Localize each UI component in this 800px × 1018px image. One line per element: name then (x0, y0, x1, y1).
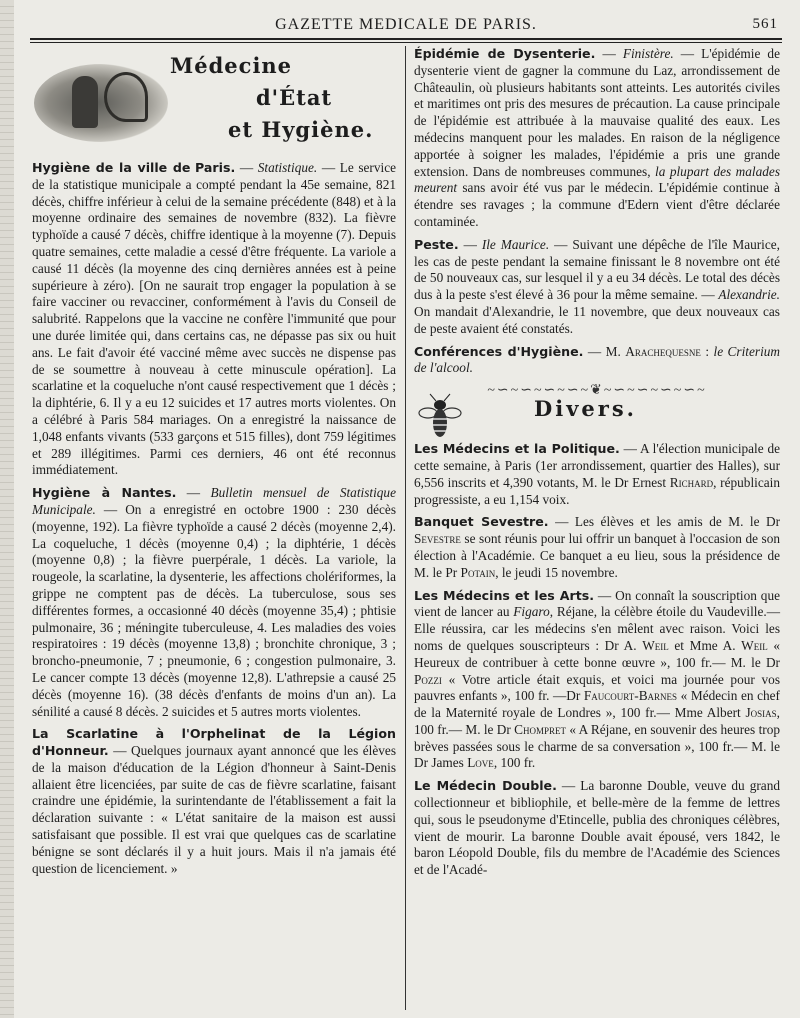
page-header (30, 14, 782, 36)
article-banquet-sevestre: Banquet Sevestre. — Les élèves et les amis de M. le Dr Sevestre se sont réunis pour lui offrir un banquet à l'occasion de son élection à l'Académie. Ce banquet a eu lieu, sous la présidence de M. le Pr Potain, le jeudi 15 novembre. (414, 514, 781, 580)
article-heading: Épidémie de Dysenterie. (414, 46, 596, 61)
article-heading: Le Médecin Double. (414, 778, 557, 794)
article-heading: Hygiène à Nantes. (32, 485, 177, 501)
page-number: 561 (752, 16, 778, 32)
page-binding-edge (0, 0, 14, 1018)
right-column (414, 46, 780, 879)
article-body: — Quelques journaux ayant annoncé que les élèves de la maison d'éducation de la Légion d'honneur à Saint-Denis allaient être licenciées, par suite de cas de fièvre scarlatine, faisant craindre une épidémie, la surintendante de l'établissement a fait la déclaration suivante : « L'état sanitaire de la maison est aussi satisfaisant que possible. Il est vrai que quelques cas de scarlatine bénigne se sont déclarés il y a huit jours. Mais il n'a jamais été question de licenciement. » (32, 743, 396, 876)
banner-title-line1: Médecine (170, 53, 293, 78)
article-heading: La Scarlatine à l'Orphelinat de la Légion d'Honneur. (32, 726, 396, 759)
article-scarlatine (32, 726, 396, 877)
article-medecins-arts: Les Médecins et les Arts. — On connaît la souscription que vient de lancer au Figaro, Réjane, la célèbre étoile du Vaudeville.— Elle réussira, car les médecins s'en mêlent avec raison. Voici les noms de quelques souscripteurs : Dr A. Weil et Mme A. Weil « Heureux de contribuer à cette bonne œuvre », 100 fr.— M. le Dr Pozzi « Votre article était exquis, et voici ma journée pour vos pauvres enfants », 100 fr. —Dr Faucourt-Barnes « Médecin en chef de la Maternité royale de Londres », 100 fr.— Mme Albert Josias, 100 fr.— M. le Dr Chompret « A Réjane, en souvenir des heures trop brèves passées sous le charme de sa conversation », 100 fr.— M. le Dr James Love, 100 fr. (414, 587, 781, 771)
banner-title-line3: et Hygiène. (228, 117, 374, 142)
article-conferences: Conférences d'Hygiène. — M. Arachequesne : le Criterium de l'alcool. (414, 343, 781, 376)
vignette-illustration-icon (34, 64, 168, 142)
journal-title: GAZETTE MEDICALE DE PARIS. (275, 16, 537, 33)
article-medecins-politique: Les Médecins et la Politique. — A l'élection municipale de cette semaine, à Paris (1er arrondissement, quartier des Halles), sur 6,556 inscrits et 4,390 votants, M. le Dr Ernest Richard, républicain progressiste, a eu 1,154 voix. (414, 441, 780, 507)
article-heading: Conférences d'Hygiène. (414, 343, 584, 359)
article-heading: Peste. (414, 236, 459, 252)
header-rule-thick (30, 38, 782, 40)
divers-banner (414, 381, 780, 441)
article-hygiene-nantes: Hygiène à Nantes. — Bulletin mensuel de Statistique Municipale. — On a enregistré en octobre 1900 : 230 décès (moyenne, 192). La fièvre typhoïde a causé 2 décès (moyenne 2,4). La coqueluche, 1 décès (moyenne 0,4) ; la diphtérie, 1 décès (moyenne 0,8) ; la fièvre puerpérale, 1 décès. La variole, la rougeole, la scarlatine, la dysenterie, les affections cholériformes, la grippe ne comptent pas de décès. La tuberculose, sous ses différentes formes, a occasionné 40 décès (moyenne 35,4) ; phtisie pulmonaire, 36 ; méningite tuberculeuse, 4. Les maladies des voies respiratoires : 19 décès (moyenne 13,8) ; bronchite chronique, 3 ; broncho-pneumonie, 7 ; pneumonie, 6 ; congestion pulmonaire, 3. Le cancer compte 13 décès (moyenne 12,8). L'athrepsie a causé 25 décès (moyenne 16). (38 décès d'enfants de moins d'un an). La sénilité a causé 8 décès. 2 suicides et 5 autres morts violentes. (32, 485, 396, 719)
article-body: — On a enregistré en octobre 1900 : 230 décès (moyenne, 192). La fièvre typhoïde a causé 2 décès (moyenne 2,4). La coqueluche, 1 décès (moyenne 0,4) ; la diphtérie, 1 décès (moyenne 0,8) ; la fièvre puerpérale, 1 décès. La variole, la rougeole, la scarlatine, la dysenterie, les affections cholériformes, la grippe ne comptent pas de décès. La tuberculose, sous ses différentes formes, a occasionné 40 décès (moyenne 35,4) ; phtisie pulmonaire, 36 ; méningite tuberculeuse, 4. Les maladies des voies respiratoires : 19 décès (moyenne 13,8) ; bronchite chronique, 3 ; broncho-pneumonie, 7 ; pneumonie, 6 ; congestion pulmonaire, 3. Le cancer compte 13 décès (moyenne 12,8). L'athrepsie a causé 25 décès (moyenne 16). (38 décès d'enfants de moins d'un an). La sénilité a causé 8 décès. 2 suicides et 5 autres morts violentes. (32, 501, 396, 719)
column-divider (405, 46, 406, 1010)
article-heading: Hygiène de la ville de (32, 160, 191, 175)
article-peste: Peste. — Ile Maurice. — Suivant une dépêche de l'île Maurice, les cas de peste pendant la semaine finissant le 8 novembre ont été de 50 nouveaux cas, sur lesquel il y a eu 34 décès. Le total des décès dus à la peste s'est élevé à 36 pour la même semaine. — Alexandrie. On mandait d'Alexandrie, le 11 novembre, que deux nouveaux cas de peste avaient été constatés. (414, 236, 780, 336)
divers-title: Divers. (534, 396, 637, 422)
ornament-divider: ~∽~∽~∽~∽~❦~∽~∽~∽~∽~ (487, 383, 707, 399)
article-dysenterie: Épidémie de Dysenterie. — Finistère. — L'épidémie de dysenterie vient de gagner la commune du Laz, arrondissement de Châteaulin, où plusieurs habitants sont atteints. Les autorités civiles et maritimes ont pris des mesures de précaution. La cause principale de l'épidémie est attribuée à la mauvaise qualité des eaux. Les médecins manquent pour les malades. En raison de la négligence apportée à soigner les malades, l'épidémie a pris une grande extension. Dans de nombreuses communes, la plupart des malades meurent sans avoir été vus par le médecin. L'épidémie continue à étendre ses ravages ; la commune d'Edern vient d'être déclarée contaminée. (414, 46, 780, 229)
header-rule-thin (30, 42, 782, 43)
article-heading: Les Médecins et la Politique. (414, 441, 620, 457)
article-medecin-double: Le Médecin Double. — La baronne Double, veuve du grand collectionneur et bibliophile, et belle-mère de la femme de lettres qui, sous le pseudonyme d'Etincelle, publia des chroniques célèbres, vient de mourir. La baronne Double avait épousé, vers 1842, le baron Léopold Double, fils du membre de l'Académie des Sciences et de l'Acadé- (414, 778, 780, 878)
article-hygiene-paris: Hygiène de la ville de Paris. — Statistique. — Le service de la statistique municipale a compté pendant la 45e semaine, 821 décès, chiffre inférieur à celui de la semaine précédente (848) et à la moyenne ordinaire des semaines de novembre (832). La fièvre typhoïde a causé 7 décès, chiffre identique à la moyenne (7). Depuis quatre semaines, cette maladie a cessé d'être fréquente. La variole a causé 11 décès (la moyenne des cinq dernières années est à peine supérieure à zéro). [On ne saurait trop engager la population à se faire vacciner ou revacciner, conformément à l'avis du Conseil de salubrité. Rappelons que la vaccine ne confère l'immunité que pour une durée limitée qui, dans certains cas, ne dépasse pas six ou huit ans. Le fait d'avoir été vacciné même avec succès ne dispense pas de se soumettre à nouveau à cette minuscule opération]. La scarlatine et la coqueluche n'ont causé respectivement que 1 décès ; la diphtérie, 6. Il y a eu 12 suicides et 17 autres morts violentes. On a célébré à Paris 584 mariages. On a enregistré la naissance de 1,048 enfants vivants (533 garçons et 515 filles), dont 759 légitimes et 289 illégitimes. Parmi ces derniers, 46 ont été reconnus immédiatement. (32, 160, 397, 478)
bee-icon (418, 393, 462, 443)
article-heading: Les Médecins et les Arts. (414, 587, 595, 603)
article-body: — Le service de la statistique municipale a compté pendant la 45e semaine, 821 décès, chiffre inférieur à celui de la semaine précédente (848) et à la moyenne ordinaire des semaines de novembre (832). La fièvre typhoïde a causé 7 décès, chiffre identique à la moyenne (7). Depuis quatre semaines, cette maladie a cessé d'être fréquente. La variole a causé 11 décès (la moyenne des cinq dernières années est à peine supérieure à zéro). [On ne saurait trop engager la population à se faire vacciner ou revacciner, conformément à l'avis du Conseil de salubrité. Rappelons que la vaccine ne confère l'immunité que pour une durée limitée qui, dans certains cas, ne dépasse pas six ou huit ans. Le fait d'avoir été vacciné même avec succès ne dispense pas de se soumettre à nouveau à cette minuscule opération]. La scarlatine et la coqueluche n'ont causé respectivement que 1 décès ; la diphtérie, 6. Il y a eu 12 suicides et 17 autres morts violentes. On a célébré à Paris 584 mariages. On a enregistré la naissance de 1,048 enfants vivants (533 garçons et 515 filles), dont 759 légitimes et 289 illégitimes. Parmi ces derniers, 46 ont été reconnus immédiatement. (32, 160, 397, 478)
section-banner (32, 46, 396, 154)
article-heading: Banquet Sevestre. (414, 514, 549, 530)
left-column (32, 46, 396, 877)
banner-title-line2: d'État (256, 85, 333, 110)
